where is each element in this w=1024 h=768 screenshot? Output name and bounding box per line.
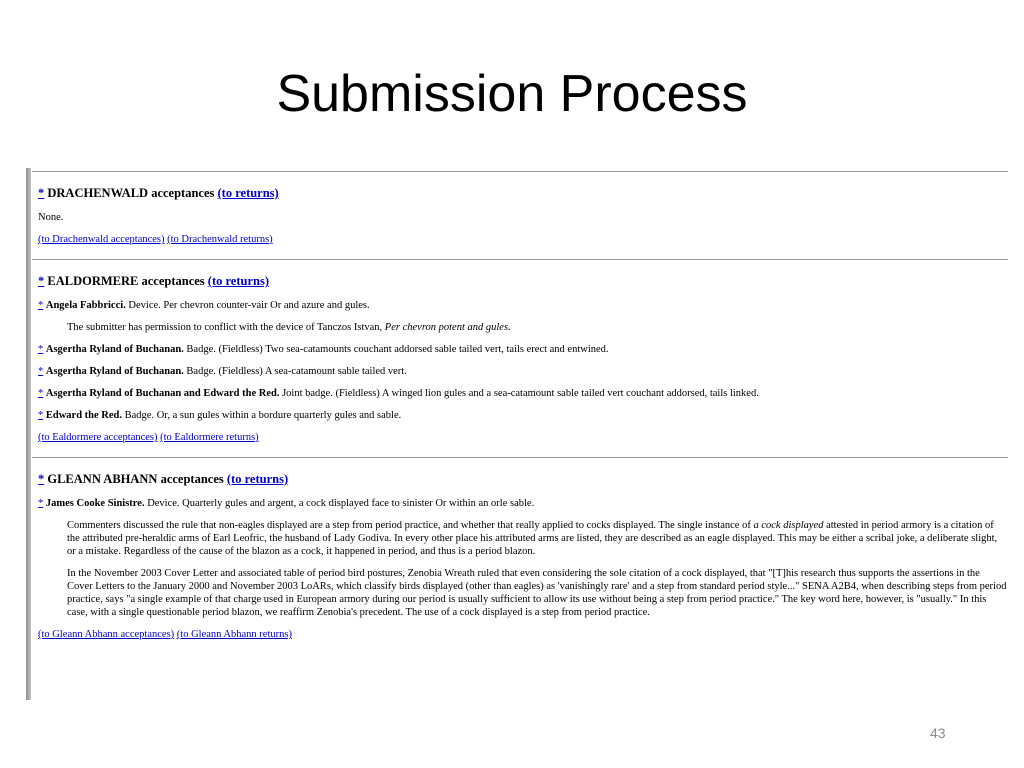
entry-name: Angela Fabbricci. bbox=[45, 300, 126, 311]
drachenwald-to-returns-link[interactable]: (to returns) bbox=[217, 186, 279, 200]
entry-item bbox=[38, 497, 1008, 510]
entry-anchor-link[interactable]: * bbox=[38, 300, 44, 311]
note-period: . bbox=[508, 322, 511, 333]
entry-text: Joint badge. (Fieldless) A winged lion gules and a sea-catamount sable tailed vert couchant addorsed, tails linked. bbox=[282, 388, 759, 399]
entry-name: Asgertha Ryland of Buchanan and Edward the Red. bbox=[45, 388, 280, 399]
entry-text: Device. Quarterly gules and argent, a cock displayed face to sinister Or within an orle sable. bbox=[147, 498, 535, 509]
drachenwald-heading-text: DRACHENWALD acceptances bbox=[47, 186, 215, 200]
gleann-acceptances-link[interactable]: (to Gleann Abhann acceptances) bbox=[38, 629, 175, 640]
gleann-heading bbox=[38, 471, 1008, 487]
drachenwald-anchor-link[interactable]: * bbox=[38, 186, 45, 200]
para-italic: a cock displayed bbox=[753, 520, 824, 531]
gleann-nav-links bbox=[38, 628, 1008, 641]
divider bbox=[32, 259, 1008, 260]
entry-text: Badge. Or, a sun gules within a bordure quarterly gules and sable. bbox=[124, 410, 402, 421]
entry-text: Badge. (Fieldless) Two sea-catamounts couchant addorsed sable tailed vert, tails erect and entwined. bbox=[186, 344, 609, 355]
note-text: The submitter has permission to conflict with the device of Tanczos Istvan, bbox=[67, 322, 383, 333]
entry-anchor-link[interactable]: * bbox=[38, 344, 44, 355]
entry-item bbox=[38, 387, 1008, 400]
drachenwald-heading bbox=[38, 185, 1008, 201]
entry-item bbox=[38, 299, 1008, 312]
slide-title: Submission Process bbox=[276, 65, 748, 123]
document-content bbox=[38, 168, 1008, 654]
ealdormere-heading-text: EALDORMERE acceptances bbox=[47, 274, 205, 288]
gleann-returns-link[interactable]: (to Gleann Abhann returns) bbox=[176, 629, 292, 640]
entry-name: Asgertha Ryland of Buchanan. bbox=[45, 366, 184, 377]
commentary-paragraph bbox=[67, 519, 1008, 558]
precedent-paragraph: In the November 2003 Cover Letter and associated table of period bird postures, Zenobia Wreath ruled that even considering the sole citation of a cock displayed, that "[T]his research thus supports the assertions in the Cover Letters to the January 2000 and November 2003 LoARs, which classify birds displayed (other than eagles) as 'vanishingly rare' and a step from standard period style..." SENA A2B4, when describing steps from period practice, says "a single example of that charge used in European armory during our period is usually sufficient to allow its use without being a step from period practice." The key word here, however, is "usually." In this case, with a single questionable period blazon, we reaffirm Zenobia's precedent. The use of a cock displayed is a step from period practice. bbox=[67, 568, 1007, 618]
window-left-edge bbox=[26, 168, 31, 700]
slide-number: 43 bbox=[930, 725, 946, 741]
ealdormere-heading bbox=[38, 273, 1008, 289]
entry-name: Edward the Red. bbox=[45, 410, 123, 421]
entry-text: Badge. (Fieldless) A sea-catamount sable tailed vert. bbox=[186, 366, 407, 377]
entry-name: James Cooke Sinistre. bbox=[45, 498, 145, 509]
ealdormere-anchor-link[interactable]: * bbox=[38, 274, 45, 288]
entry-name: Asgertha Ryland of Buchanan. bbox=[45, 344, 184, 355]
gleann-to-returns-link[interactable]: (to returns) bbox=[226, 472, 289, 486]
ealdormere-nav-links bbox=[38, 431, 1008, 444]
ealdormere-acceptances-link[interactable]: (to Ealdormere acceptances) bbox=[38, 432, 158, 443]
ealdormere-to-returns-link[interactable]: (to returns) bbox=[207, 274, 269, 288]
document-screenshot bbox=[26, 168, 1008, 700]
gleann-anchor-link[interactable]: * bbox=[38, 472, 45, 486]
drachenwald-nav-links bbox=[38, 233, 1008, 246]
entry-item bbox=[38, 365, 1008, 378]
drachenwald-acceptances-link[interactable]: (to Drachenwald acceptances) bbox=[38, 234, 165, 245]
drachenwald-returns-link[interactable]: (to Drachenwald returns) bbox=[167, 234, 273, 245]
entry-note bbox=[67, 321, 1008, 334]
entry-item bbox=[38, 409, 1008, 422]
note-italic: Per chevron potent and gules bbox=[384, 322, 509, 333]
entry-anchor-link[interactable]: * bbox=[38, 366, 44, 377]
drachenwald-body: None. bbox=[38, 212, 64, 223]
para-text: Commenters discussed the rule that non-eagles displayed are a step from period practice, and whether that really applied to cocks displayed. The single instance of bbox=[67, 520, 751, 531]
para-text: attested in period armory is a citation of the attributed pre-heraldic arms of Earl Leofric, the husband of Lady Godiva. In every other place his attributed arms are listed, they are described as an eagle displayed. This may be either a scribal joke, a deliberate slight, or a mistake. Regardless of the cause of the blazon as a cock, it happened in period, and thus is a period blazon. bbox=[67, 520, 998, 557]
entry-anchor-link[interactable]: * bbox=[38, 498, 44, 509]
entry-text: Device. Per chevron counter-vair Or and azure and gules. bbox=[128, 300, 370, 311]
entry-item bbox=[38, 343, 1008, 356]
divider bbox=[32, 171, 1008, 172]
gleann-heading-text: GLEANN ABHANN acceptances bbox=[47, 472, 224, 486]
ealdormere-returns-link[interactable]: (to Ealdormere returns) bbox=[160, 432, 259, 443]
divider bbox=[32, 457, 1008, 458]
entry-anchor-link[interactable]: * bbox=[38, 410, 44, 421]
entry-anchor-link[interactable]: * bbox=[38, 388, 44, 399]
